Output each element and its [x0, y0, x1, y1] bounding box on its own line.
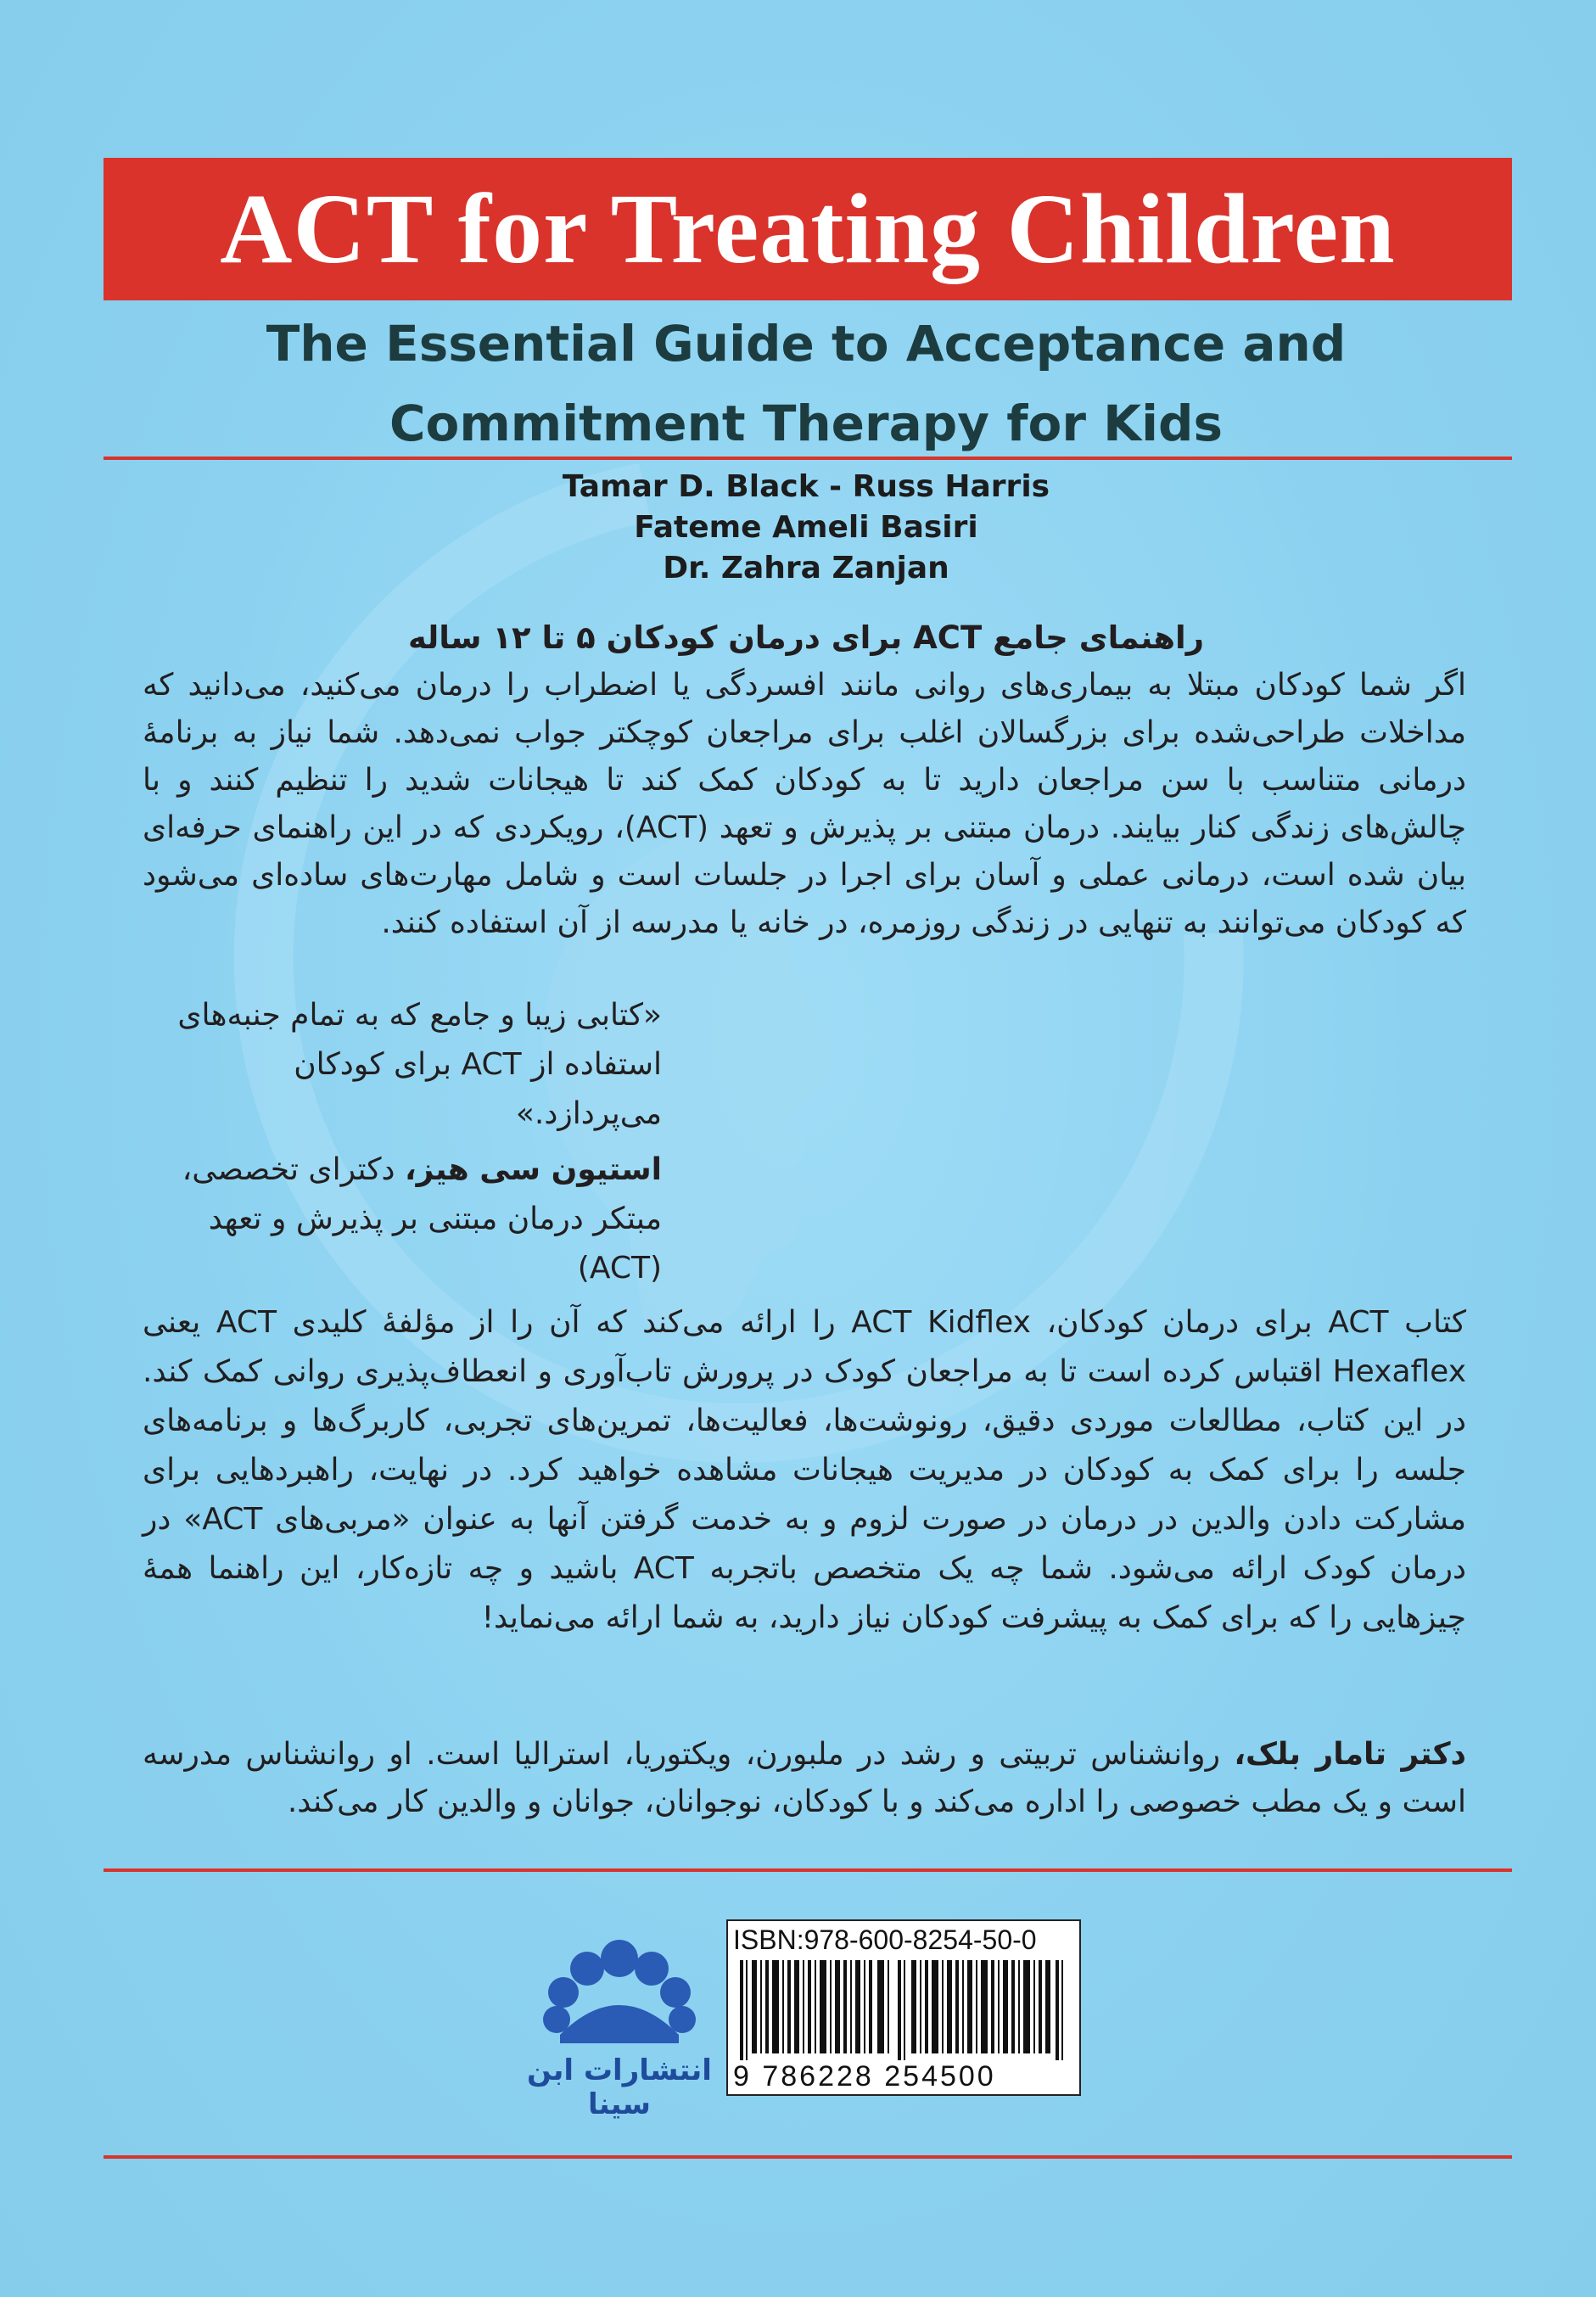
- divider-bottom-1: [104, 1868, 1512, 1872]
- divider-top: [104, 457, 1512, 460]
- subtitle-line-2: Commitment Therapy for Kids: [389, 395, 1224, 452]
- divider-bottom-2: [104, 2155, 1512, 2159]
- book-subtitle: [119, 304, 1493, 463]
- barcode-icon: [731, 1960, 1076, 2060]
- author-list: [339, 467, 1273, 589]
- publisher-name: انتشارات ابن سینا: [527, 2053, 712, 2121]
- description-paragraph-1: اگر شما کودکان مبتلا به بیماری‌های روانی مانند افسردگی یا اضطراب را درمان می‌کنید، می‌دانید که مداخلات طراحی‌شده برای بزرگسالان اغلب برای مراجعان کوچکتر جواب نمی‌دهد. شما نیاز به برنامهٔ درمانی متناسب با سن مراجعان دارید تا به کودکان کمک کند تا هیجانات شدید را تنظیم کنند و با چالش‌های زندگی کنار بیایند. درمان مبتنی بر پذیرش و تعهد (ACT)، رویکردی که در این راهنمای حرفه‌ای بیان شده است، درمانی عملی و آسان برای اجرا در جلسات است و شامل مهارت‌های ساده‌ای می‌شود که کودکان می‌توانند به تنهایی در زندگی روزمره، در خانه یا مدرسه از آن استفاده کنند.: [143, 668, 1466, 940]
- author-bio-name: دکتر تامار بلک،: [1234, 1737, 1466, 1772]
- author-line: Fateme Ameli Basiri: [634, 510, 978, 545]
- book-title: ACT for Treating Children: [220, 173, 1396, 284]
- endorsement-author-name: استیون سی هیز،: [404, 1152, 662, 1187]
- author-bio: [143, 1731, 1466, 1826]
- isbn-barcode-box: [726, 1919, 1081, 2096]
- persian-heading: راهنمای جامع ACT برای درمان کودکان ۵ تا ۱۲ ساله: [407, 619, 1205, 656]
- description-paragraph-2: کتاب ACT برای درمان کودکان، ACT Kidflex را ارائه می‌کند که آن را از مؤلفهٔ کلیدی ACT یعنی Hexaflex اقتباس کرده است تا به مراجعان کودک در پرورش تاب‌آوری و انعطاف‌پذیری روانی کمک کند. در این کتاب، مطالعات موردی دقیق، رونوشت‌ها، فعالیت‌ها، تمرین‌های تجربی، کاربرگ‌ها و برنامه‌های جلسه را برای کمک به کودکان در مدیریت هیجانات مشاهده خواهید کرد. در نهایت، راهبردهایی برای مشارکت دادن والدین در درمان در صورت لزوم و به خدمت گرفتن آنها به عنوان «مربی‌های ACT» در درمان کودک ارائه می‌شود. شما چه یک متخصص باتجربه ACT باشید و چه تازه‌کار، این راهنما همهٔ چیزهایی را که برای کمک به پیشرفت کودکان نیاز دارید، به شما ارائه می‌نماید!: [143, 1305, 1467, 1635]
- isbn-label: ISBN:978-600-8254-50-0: [733, 1924, 1037, 1955]
- endorsement-author-role: دکترای تخصصی، مبتکر درمان مبتنی بر پذیرش و تعهد (ACT): [182, 1152, 662, 1286]
- title-banner: [104, 158, 1512, 300]
- endorsement-author: [153, 1146, 662, 1293]
- barcode-number: 9 786228 254500: [733, 2060, 996, 2093]
- author-line: Dr. Zahra Zanjan: [663, 551, 949, 585]
- author-bio-text: روانشناس تربیتی و رشد در ملبورن، ویکتوریا، استرالیا است. او روانشناس مدرسه است و یک مطب خصوصی را اداره می‌کند و با کودکان، نوجوانان، جوانان و والدین کار می‌کند.: [143, 1737, 1466, 1819]
- endorsement-quote: «کتابی زیبا و جامع که به تمام جنبه‌های استفاده از ACT برای کودکان می‌پردازد.»: [177, 998, 662, 1131]
- subtitle-line-1: The Essential Guide to Acceptance and: [266, 315, 1347, 373]
- author-line: Tamar D. Black - Russ Harris: [562, 469, 1050, 504]
